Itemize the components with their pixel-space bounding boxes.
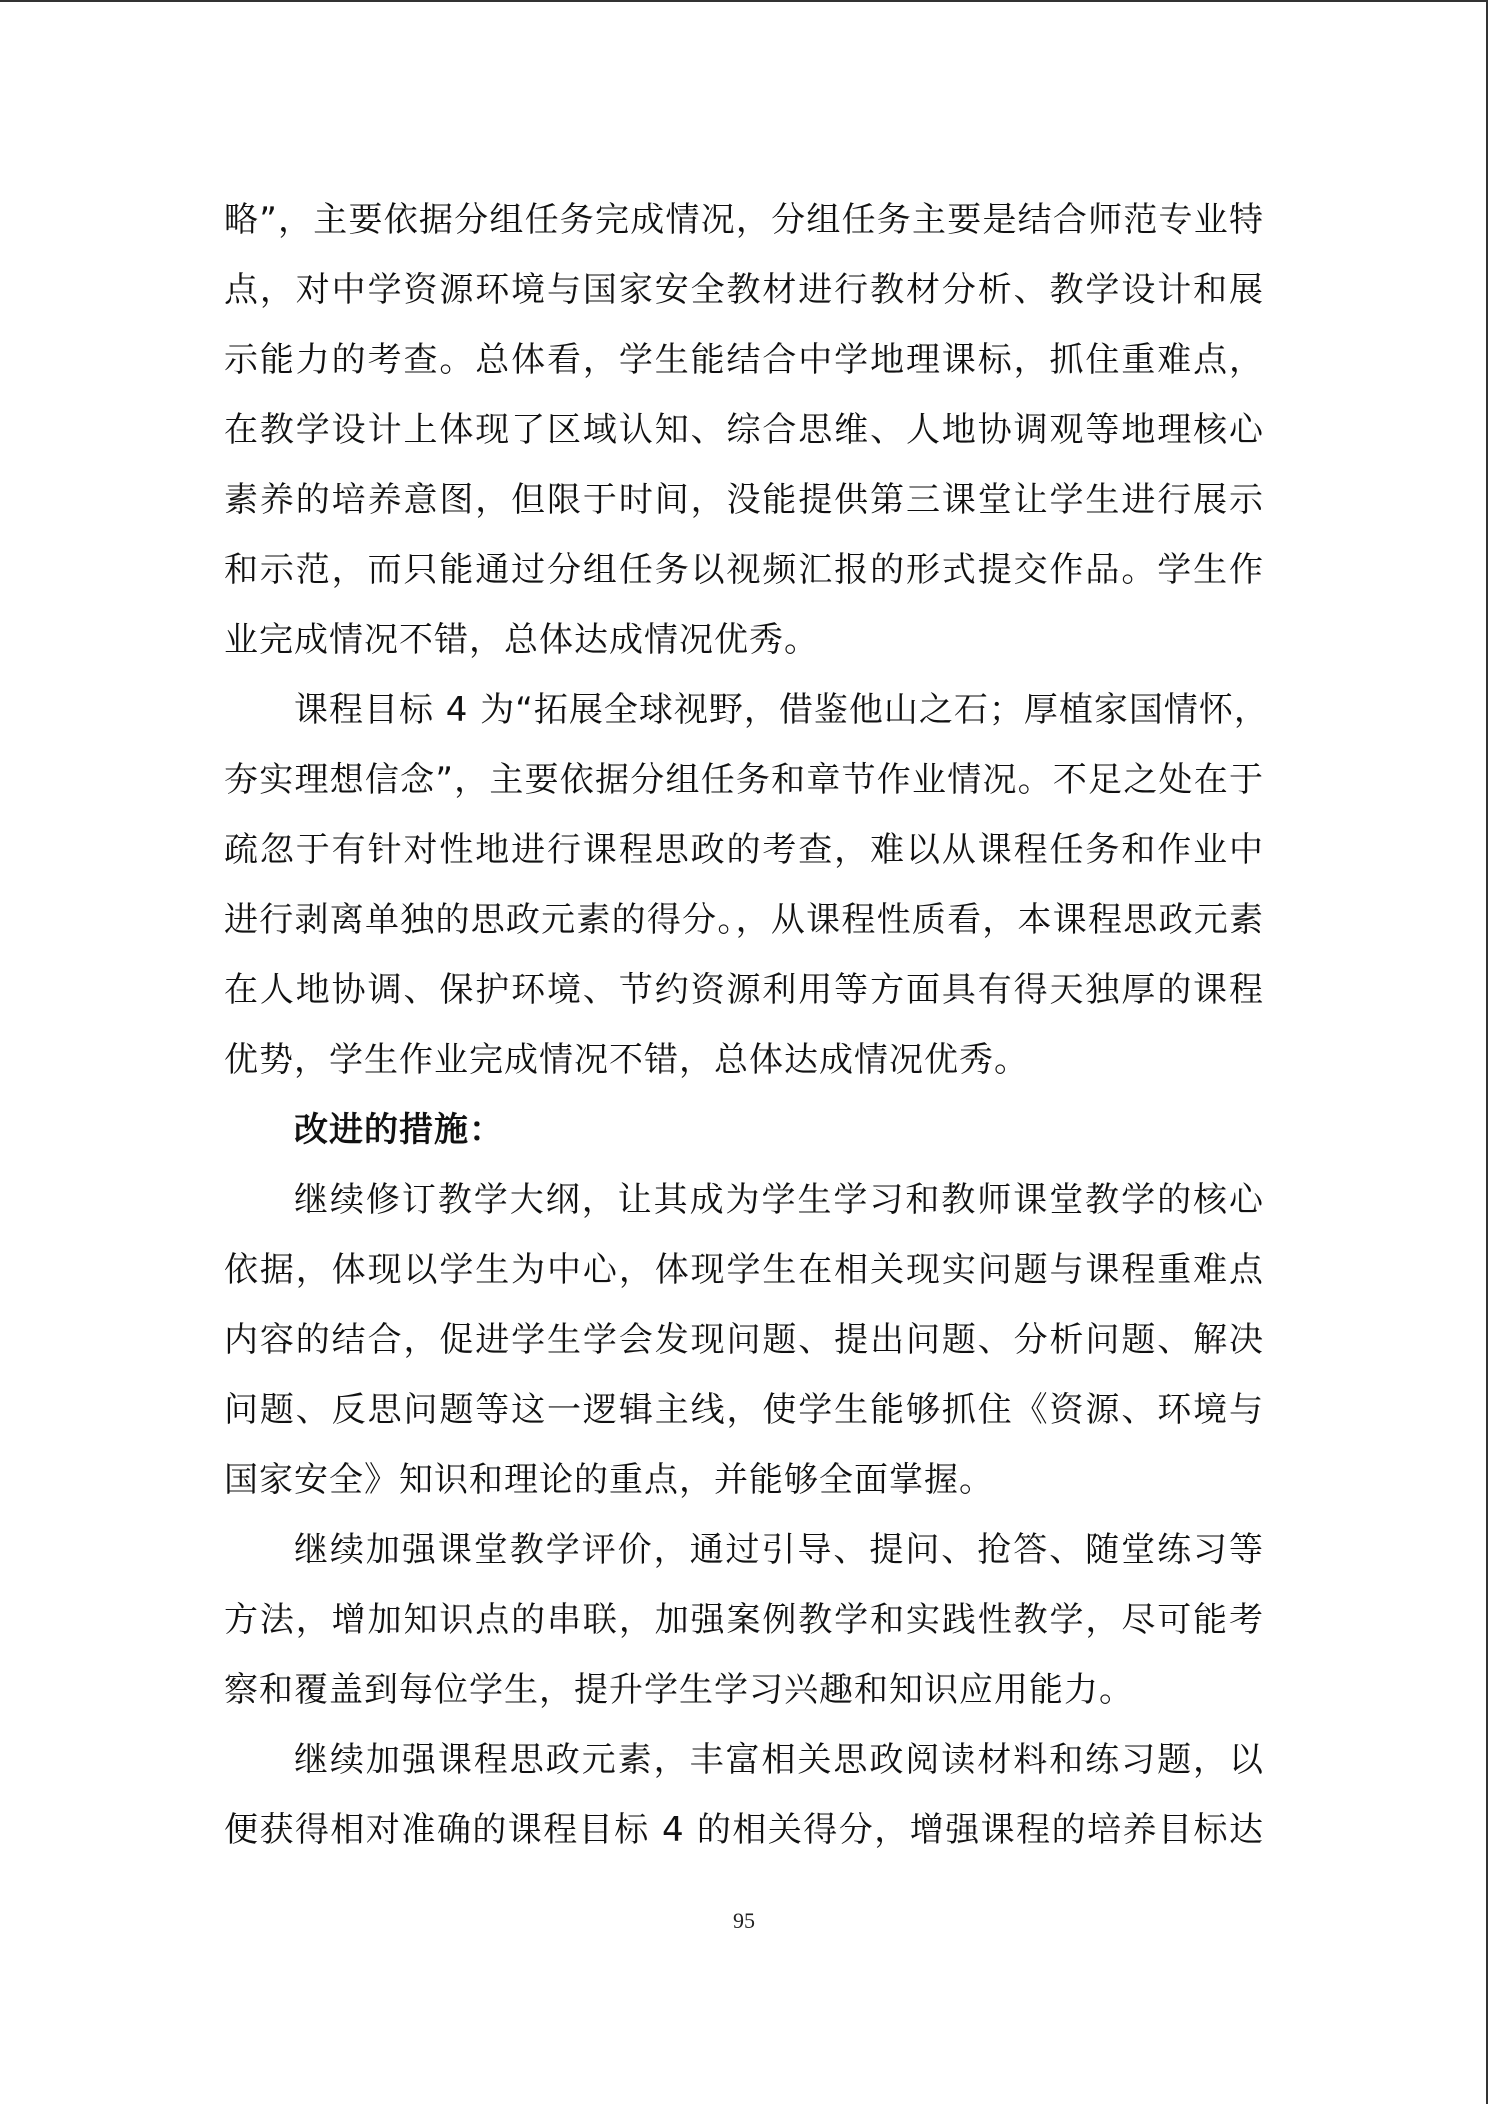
page-top-border xyxy=(0,0,1488,2)
paragraph-first-line: 继续修订教学大纲，让其成为学生学习和教师课堂教学的核心 xyxy=(294,1180,1264,1220)
paragraph-line: 进行剥离单独的思政元素的得分。，从课程性质看，本课程思政元素 xyxy=(224,900,1264,940)
paragraph-line: 国家安全》知识和理论的重点，并能够全面掌握。 xyxy=(224,1460,994,1500)
paragraph-line: 便获得相对准确的课程目标 4 的相关得分，增强课程的培养目标达 xyxy=(224,1810,1264,1850)
paragraph-line: 优势，学生作业完成情况不错，总体达成情况优秀。 xyxy=(224,1040,1029,1080)
paragraph-first-line: 课程目标 4 为“拓展全球视野，借鉴他山之石；厚植家国情怀， xyxy=(294,690,1269,730)
paragraph-line: 点，对中学资源环境与国家安全教材进行教材分析、教学设计和展 xyxy=(224,270,1264,310)
paragraph-line: 察和覆盖到每位学生，提升学生学习兴趣和知识应用能力。 xyxy=(224,1670,1134,1710)
paragraph-line: 略”，主要依据分组任务完成情况，分组任务主要是结合师范专业特 xyxy=(224,200,1264,240)
paragraph-line: 疏忽于有针对性地进行课程思政的考查，难以从课程任务和作业中 xyxy=(224,830,1264,870)
paragraph-line: 在教学设计上体现了区域认知、综合思维、人地协调观等地理核心 xyxy=(224,410,1264,450)
section-heading: 改进的措施： xyxy=(294,1110,504,1150)
paragraph-line: 夯实理想信念”，主要依据分组任务和章节作业情况。不足之处在于 xyxy=(224,760,1264,800)
paragraph-line: 内容的结合，促进学生学会发现问题、提出问题、分析问题、解决 xyxy=(224,1320,1264,1360)
paragraph-line: 和示范，而只能通过分组任务以视频汇报的形式提交作品。学生作 xyxy=(224,550,1264,590)
page-number: 95 xyxy=(733,1908,755,1933)
paragraph-line: 问题、反思问题等这一逻辑主线，使学生能够抓住《资源、环境与 xyxy=(224,1390,1264,1430)
paragraph-line: 示能力的考查。总体看，学生能结合中学地理课标，抓住重难点， xyxy=(224,340,1264,380)
paragraph-line: 业完成情况不错，总体达成情况优秀。 xyxy=(224,620,819,660)
paragraph-first-line: 继续加强课堂教学评价，通过引导、提问、抢答、随堂练习等 xyxy=(294,1530,1264,1570)
paragraph-line: 方法，增加知识点的串联，加强案例教学和实践性教学，尽可能考 xyxy=(224,1600,1264,1640)
paragraph-line: 素养的培养意图，但限于时间，没能提供第三课堂让学生进行展示 xyxy=(224,480,1264,520)
paragraph-line: 在人地协调、保护环境、节约资源利用等方面具有得天独厚的课程 xyxy=(224,970,1264,1010)
paragraph-first-line: 继续加强课程思政元素，丰富相关思政阅读材料和练习题，以 xyxy=(294,1740,1264,1780)
paragraph-line: 依据，体现以学生为中心，体现学生在相关现实问题与课程重难点 xyxy=(224,1250,1264,1290)
